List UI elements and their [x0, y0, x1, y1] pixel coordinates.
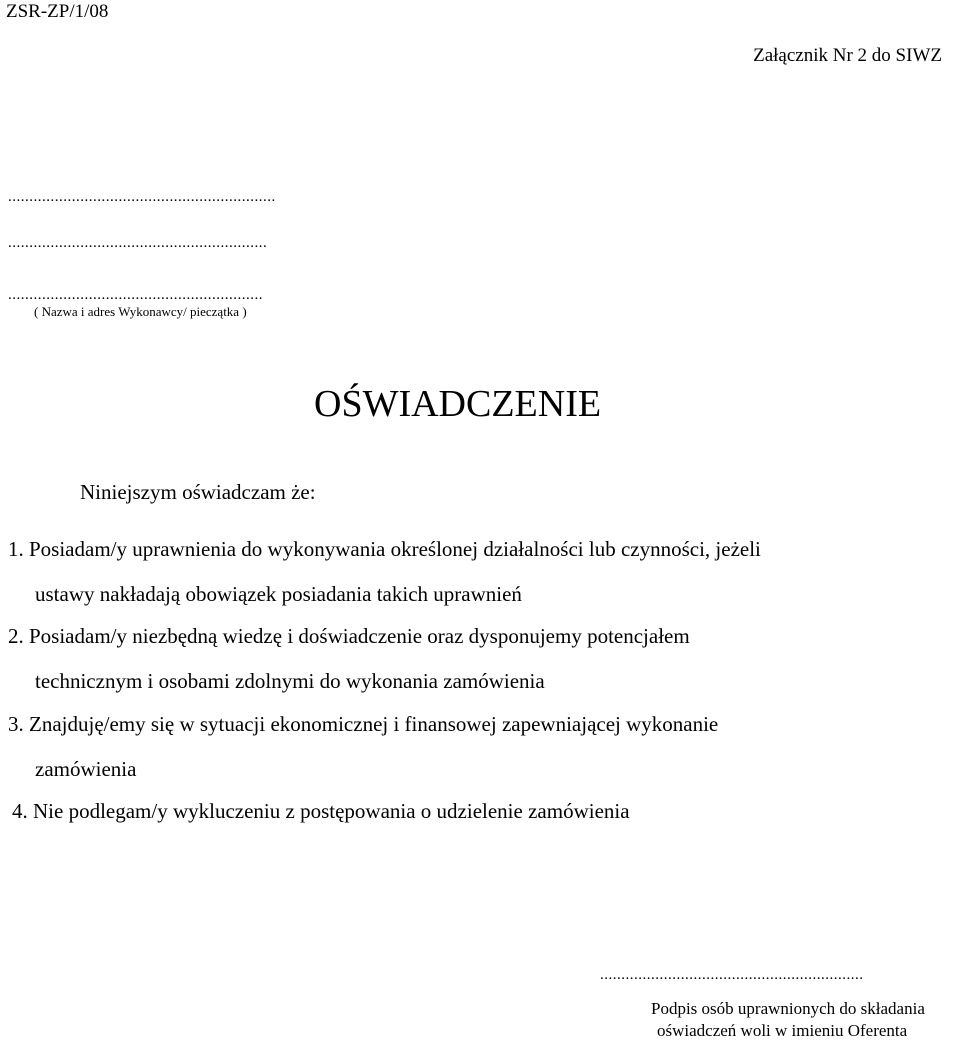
contractor-dotted-line-2: .............................................................	[8, 235, 268, 251]
declaration-item-1-line-1: 1. Posiadam/y uprawnienia do wykonywania określonej działalności lub czynności, jeżeli	[8, 537, 761, 561]
intro-text: Niniejszym oświadczam że:	[80, 480, 316, 504]
contractor-caption: ( Nazwa i adres Wykonawcy/ pieczątka )	[34, 304, 247, 319]
contractor-dotted-line-1: ...............................................................	[8, 189, 276, 205]
document-id: ZSR-ZP/1/08	[6, 1, 109, 22]
declaration-item-2-line-1: 2. Posiadam/y niezbędną wiedzę i doświadczenie oraz dysponujemy potencjałem	[8, 624, 690, 648]
document-title: OŚWIADCZENIE	[314, 383, 602, 425]
signature-dotted-line: ..............................................................	[600, 967, 864, 983]
declaration-item-4-line-1: 4. Nie podlegam/y wykluczeniu z postępowania o udzielenie zamówienia	[12, 799, 630, 823]
declaration-item-2-line-2: technicznym i osobami zdolnymi do wykonania zamówienia	[35, 669, 545, 693]
signature-caption-line-1: Podpis osób uprawnionych do składania	[651, 999, 925, 1018]
declaration-item-1-line-2: ustawy nakładają obowiązek posiadania takich uprawnień	[35, 582, 522, 606]
contractor-dotted-line-3: ............................................................	[8, 287, 263, 303]
signature-caption-line-2: oświadczeń woli w imieniu Oferenta	[657, 1021, 908, 1040]
annex-label: Załącznik Nr 2 do SIWZ	[753, 45, 942, 66]
declaration-item-3-line-2: zamówienia	[35, 757, 137, 781]
declaration-item-3-line-1: 3. Znajduję/emy się w sytuacji ekonomicznej i finansowej zapewniającej wykonanie	[8, 712, 719, 736]
